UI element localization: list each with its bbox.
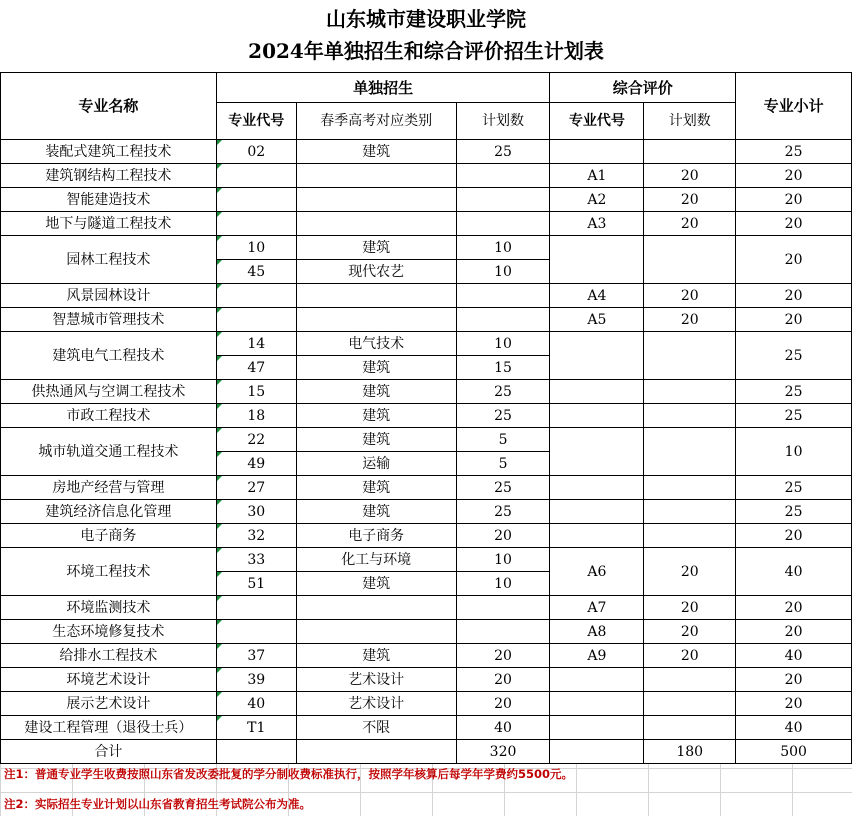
comprehensive-code-cell [550, 380, 644, 404]
total-row [1, 740, 852, 764]
major-name-cell: 电子商务 [1, 524, 217, 548]
major-subtotal-cell: 25 [736, 332, 852, 380]
table-row [1, 308, 852, 332]
spring-exam-category-cell [296, 596, 456, 620]
table-row [1, 212, 852, 236]
major-subtotal-cell: 20 [736, 308, 852, 332]
separate-code-cell: T1 [216, 716, 296, 740]
major-subtotal-cell: 25 [736, 404, 852, 428]
separate-plan-count-cell: 20 [456, 692, 550, 716]
separate-plan-count-cell [456, 284, 550, 308]
comprehensive-plan-count-cell [644, 524, 736, 548]
major-subtotal-cell: 20 [736, 524, 852, 548]
separate-code-cell: 47 [216, 356, 296, 380]
separate-code-cell: 32 [216, 524, 296, 548]
spring-exam-category-cell: 建筑 [296, 428, 456, 452]
major-subtotal-cell: 20 [736, 212, 852, 236]
spring-exam-category-cell: 化工与环境 [296, 548, 456, 572]
separate-plan-count-cell: 5 [456, 428, 550, 452]
separate-plan-count-cell [456, 212, 550, 236]
major-subtotal-cell: 20 [736, 284, 852, 308]
separate-plan-count-cell: 10 [456, 236, 550, 260]
major-name-cell: 生态环境修复技术 [1, 620, 217, 644]
spring-exam-category-cell: 建筑 [296, 476, 456, 500]
header-comprehensive-plan-count: 计划数 [644, 103, 736, 140]
table-row [1, 692, 852, 716]
spring-exam-category-cell: 艺术设计 [296, 668, 456, 692]
separate-plan-count-cell [456, 308, 550, 332]
separate-plan-count-cell: 20 [456, 524, 550, 548]
comprehensive-plan-count-cell [644, 500, 736, 524]
separate-code-cell: 49 [216, 452, 296, 476]
header-spring-exam-category: 春季高考对应类别 [296, 103, 456, 140]
major-subtotal-cell: 20 [736, 596, 852, 620]
major-subtotal-cell: 20 [736, 188, 852, 212]
major-subtotal-cell: 25 [736, 500, 852, 524]
spring-exam-category-cell: 现代农艺 [296, 260, 456, 284]
separate-code-cell: 14 [216, 332, 296, 356]
note-official-plan: 注2：实际招生专业计划以山东省教育招生考试院公布为准。 [4, 797, 311, 811]
table-row [1, 236, 852, 260]
major-name-cell: 智慧城市管理技术 [1, 308, 217, 332]
major-name-cell: 展示艺术设计 [1, 692, 217, 716]
comprehensive-code-cell [550, 476, 644, 500]
separate-code-cell [216, 212, 296, 236]
major-name-cell: 市政工程技术 [1, 404, 217, 428]
separate-plan-count-cell: 20 [456, 644, 550, 668]
table-row [1, 716, 852, 740]
separate-plan-count-cell: 25 [456, 500, 550, 524]
separate-code-cell: 27 [216, 476, 296, 500]
separate-plan-count-cell: 25 [456, 476, 550, 500]
separate-code-cell: 02 [216, 140, 296, 164]
major-subtotal-cell: 40 [736, 644, 852, 668]
comprehensive-plan-count-cell: 20 [644, 284, 736, 308]
table-row [1, 188, 852, 212]
separate-code-cell: 37 [216, 644, 296, 668]
major-name-cell: 智能建造技术 [1, 188, 217, 212]
major-subtotal-cell: 20 [736, 692, 852, 716]
separate-plan-count-cell: 10 [456, 332, 550, 356]
comprehensive-code-cell: A5 [550, 308, 644, 332]
table-row [1, 476, 852, 500]
separate-code-cell: 22 [216, 428, 296, 452]
separate-code-cell: 45 [216, 260, 296, 284]
note-tuition: 注1：普通专业学生收费按照山东省发改委批复的学分制收费标准执行，按照学年核算后每学年学费约5500元。 [4, 767, 574, 781]
comprehensive-code-cell: A1 [550, 164, 644, 188]
major-name-cell: 供热通风与空调工程技术 [1, 380, 217, 404]
comprehensive-code-cell: A4 [550, 284, 644, 308]
comprehensive-plan-count-cell: 20 [644, 164, 736, 188]
separate-plan-count-cell: 15 [456, 356, 550, 380]
separate-code-cell [216, 596, 296, 620]
comprehensive-plan-count-cell [644, 404, 736, 428]
separate-plan-count-cell: 10 [456, 548, 550, 572]
spring-exam-category-cell: 建筑 [296, 380, 456, 404]
comprehensive-plan-count-cell: 20 [644, 644, 736, 668]
separate-code-cell: 10 [216, 236, 296, 260]
comprehensive-plan-count-cell [644, 140, 736, 164]
comprehensive-plan-count-cell [644, 380, 736, 404]
enrollment-plan-table [0, 72, 852, 764]
separate-code-cell: 15 [216, 380, 296, 404]
major-subtotal-cell: 40 [736, 548, 852, 596]
spring-exam-category-cell: 建筑 [296, 644, 456, 668]
separate-plan-count-cell: 25 [456, 404, 550, 428]
header-separate-code: 专业代号 [216, 103, 296, 140]
header-comprehensive-evaluation: 综合评价 [550, 73, 736, 103]
separate-plan-count-cell [456, 596, 550, 620]
total-separate-code-cell [216, 740, 296, 764]
total-label-cell: 合计 [1, 740, 217, 764]
major-subtotal-cell: 25 [736, 476, 852, 500]
comprehensive-plan-count-cell: 20 [644, 548, 736, 596]
table-row [1, 164, 852, 188]
comprehensive-plan-count-cell [644, 428, 736, 476]
separate-plan-count-cell: 10 [456, 572, 550, 596]
separate-plan-count-cell [456, 188, 550, 212]
page-subtitle: 2024年单独招生和综合评价招生计划表 [0, 38, 852, 64]
separate-code-cell: 30 [216, 500, 296, 524]
comprehensive-plan-count-cell [644, 692, 736, 716]
spring-exam-category-cell: 艺术设计 [296, 692, 456, 716]
table-row [1, 596, 852, 620]
comprehensive-plan-count-cell: 20 [644, 212, 736, 236]
table-row [1, 428, 852, 452]
spring-exam-category-cell: 建筑 [296, 572, 456, 596]
spring-exam-category-cell [296, 308, 456, 332]
comprehensive-plan-count-cell [644, 332, 736, 380]
major-subtotal-cell: 10 [736, 428, 852, 476]
comprehensive-code-cell: A2 [550, 188, 644, 212]
comprehensive-code-cell [550, 428, 644, 476]
spring-exam-category-cell: 建筑 [296, 404, 456, 428]
comprehensive-code-cell: A7 [550, 596, 644, 620]
comprehensive-plan-count-cell: 20 [644, 188, 736, 212]
separate-code-cell [216, 308, 296, 332]
comprehensive-code-cell [550, 668, 644, 692]
separate-code-cell [216, 188, 296, 212]
major-name-cell: 园林工程技术 [1, 236, 217, 284]
spring-exam-category-cell: 建筑 [296, 500, 456, 524]
major-subtotal-cell: 25 [736, 380, 852, 404]
comprehensive-code-cell: A6 [550, 548, 644, 596]
spring-exam-category-cell: 运输 [296, 452, 456, 476]
major-name-cell: 风景园林设计 [1, 284, 217, 308]
spring-exam-category-cell [296, 620, 456, 644]
comprehensive-code-cell [550, 140, 644, 164]
comprehensive-plan-count-cell: 20 [644, 596, 736, 620]
spring-exam-category-cell: 建筑 [296, 140, 456, 164]
separate-plan-count-cell: 40 [456, 716, 550, 740]
separate-plan-count-cell: 10 [456, 260, 550, 284]
total-comprehensive-code-cell [550, 740, 644, 764]
separate-code-cell [216, 284, 296, 308]
major-name-cell: 建筑经济信息化管理 [1, 500, 217, 524]
total-overall-cell: 500 [736, 740, 852, 764]
separate-code-cell: 33 [216, 548, 296, 572]
comprehensive-code-cell [550, 524, 644, 548]
major-name-cell: 环境监测技术 [1, 596, 217, 620]
header-separate-enrollment: 单独招生 [216, 73, 550, 103]
major-subtotal-cell: 40 [736, 716, 852, 740]
table-row [1, 620, 852, 644]
spring-exam-category-cell: 建筑 [296, 356, 456, 380]
separate-code-cell [216, 164, 296, 188]
major-name-cell: 房地产经营与管理 [1, 476, 217, 500]
comprehensive-plan-count-cell [644, 236, 736, 284]
spring-exam-category-cell [296, 164, 456, 188]
comprehensive-code-cell [550, 404, 644, 428]
total-separate-plan-cell: 320 [456, 740, 550, 764]
header-major-name: 专业名称 [1, 73, 217, 140]
major-subtotal-cell: 25 [736, 140, 852, 164]
header-major-subtotal: 专业小计 [736, 73, 852, 140]
total-comprehensive-plan-cell: 180 [644, 740, 736, 764]
page-title: 山东城市建设职业学院 [0, 6, 852, 32]
major-subtotal-cell: 20 [736, 620, 852, 644]
table-row [1, 380, 852, 404]
table-row [1, 500, 852, 524]
major-name-cell: 给排水工程技术 [1, 644, 217, 668]
comprehensive-code-cell [550, 692, 644, 716]
table-row [1, 548, 852, 572]
spring-exam-category-cell [296, 212, 456, 236]
separate-plan-count-cell: 25 [456, 380, 550, 404]
major-name-cell: 建筑电气工程技术 [1, 332, 217, 380]
comprehensive-plan-count-cell: 20 [644, 620, 736, 644]
header-separate-plan-count: 计划数 [456, 103, 550, 140]
separate-plan-count-cell: 5 [456, 452, 550, 476]
comprehensive-code-cell [550, 500, 644, 524]
major-name-cell: 建设工程管理（退役士兵） [1, 716, 217, 740]
table-row [1, 140, 852, 164]
spring-exam-category-cell [296, 188, 456, 212]
comprehensive-code-cell: A9 [550, 644, 644, 668]
major-name-cell: 城市轨道交通工程技术 [1, 428, 217, 476]
total-category-cell [296, 740, 456, 764]
separate-plan-count-cell [456, 164, 550, 188]
header-comprehensive-code: 专业代号 [550, 103, 644, 140]
major-name-cell: 建筑钢结构工程技术 [1, 164, 217, 188]
separate-plan-count-cell: 20 [456, 668, 550, 692]
spring-exam-category-cell [296, 284, 456, 308]
separate-plan-count-cell: 25 [456, 140, 550, 164]
separate-code-cell: 40 [216, 692, 296, 716]
major-subtotal-cell: 20 [736, 668, 852, 692]
table-row [1, 284, 852, 308]
comprehensive-code-cell: A3 [550, 212, 644, 236]
separate-code-cell [216, 620, 296, 644]
table-row [1, 668, 852, 692]
major-name-cell: 地下与隧道工程技术 [1, 212, 217, 236]
comprehensive-code-cell [550, 716, 644, 740]
spring-exam-category-cell: 电子商务 [296, 524, 456, 548]
table-row [1, 404, 852, 428]
major-name-cell: 环境艺术设计 [1, 668, 217, 692]
major-name-cell: 装配式建筑工程技术 [1, 140, 217, 164]
comprehensive-code-cell [550, 332, 644, 380]
comprehensive-plan-count-cell [644, 668, 736, 692]
spring-exam-category-cell: 不限 [296, 716, 456, 740]
table-row [1, 644, 852, 668]
spring-exam-category-cell: 建筑 [296, 236, 456, 260]
table-row [1, 332, 852, 356]
comprehensive-plan-count-cell [644, 476, 736, 500]
comprehensive-plan-count-cell: 20 [644, 308, 736, 332]
table-row [1, 524, 852, 548]
separate-code-cell: 18 [216, 404, 296, 428]
comprehensive-code-cell [550, 236, 644, 284]
major-subtotal-cell: 20 [736, 164, 852, 188]
comprehensive-code-cell: A8 [550, 620, 644, 644]
major-subtotal-cell: 20 [736, 236, 852, 284]
separate-code-cell: 39 [216, 668, 296, 692]
major-name-cell: 环境工程技术 [1, 548, 217, 596]
separate-code-cell: 51 [216, 572, 296, 596]
comprehensive-plan-count-cell [644, 716, 736, 740]
separate-plan-count-cell [456, 620, 550, 644]
spring-exam-category-cell: 电气技术 [296, 332, 456, 356]
